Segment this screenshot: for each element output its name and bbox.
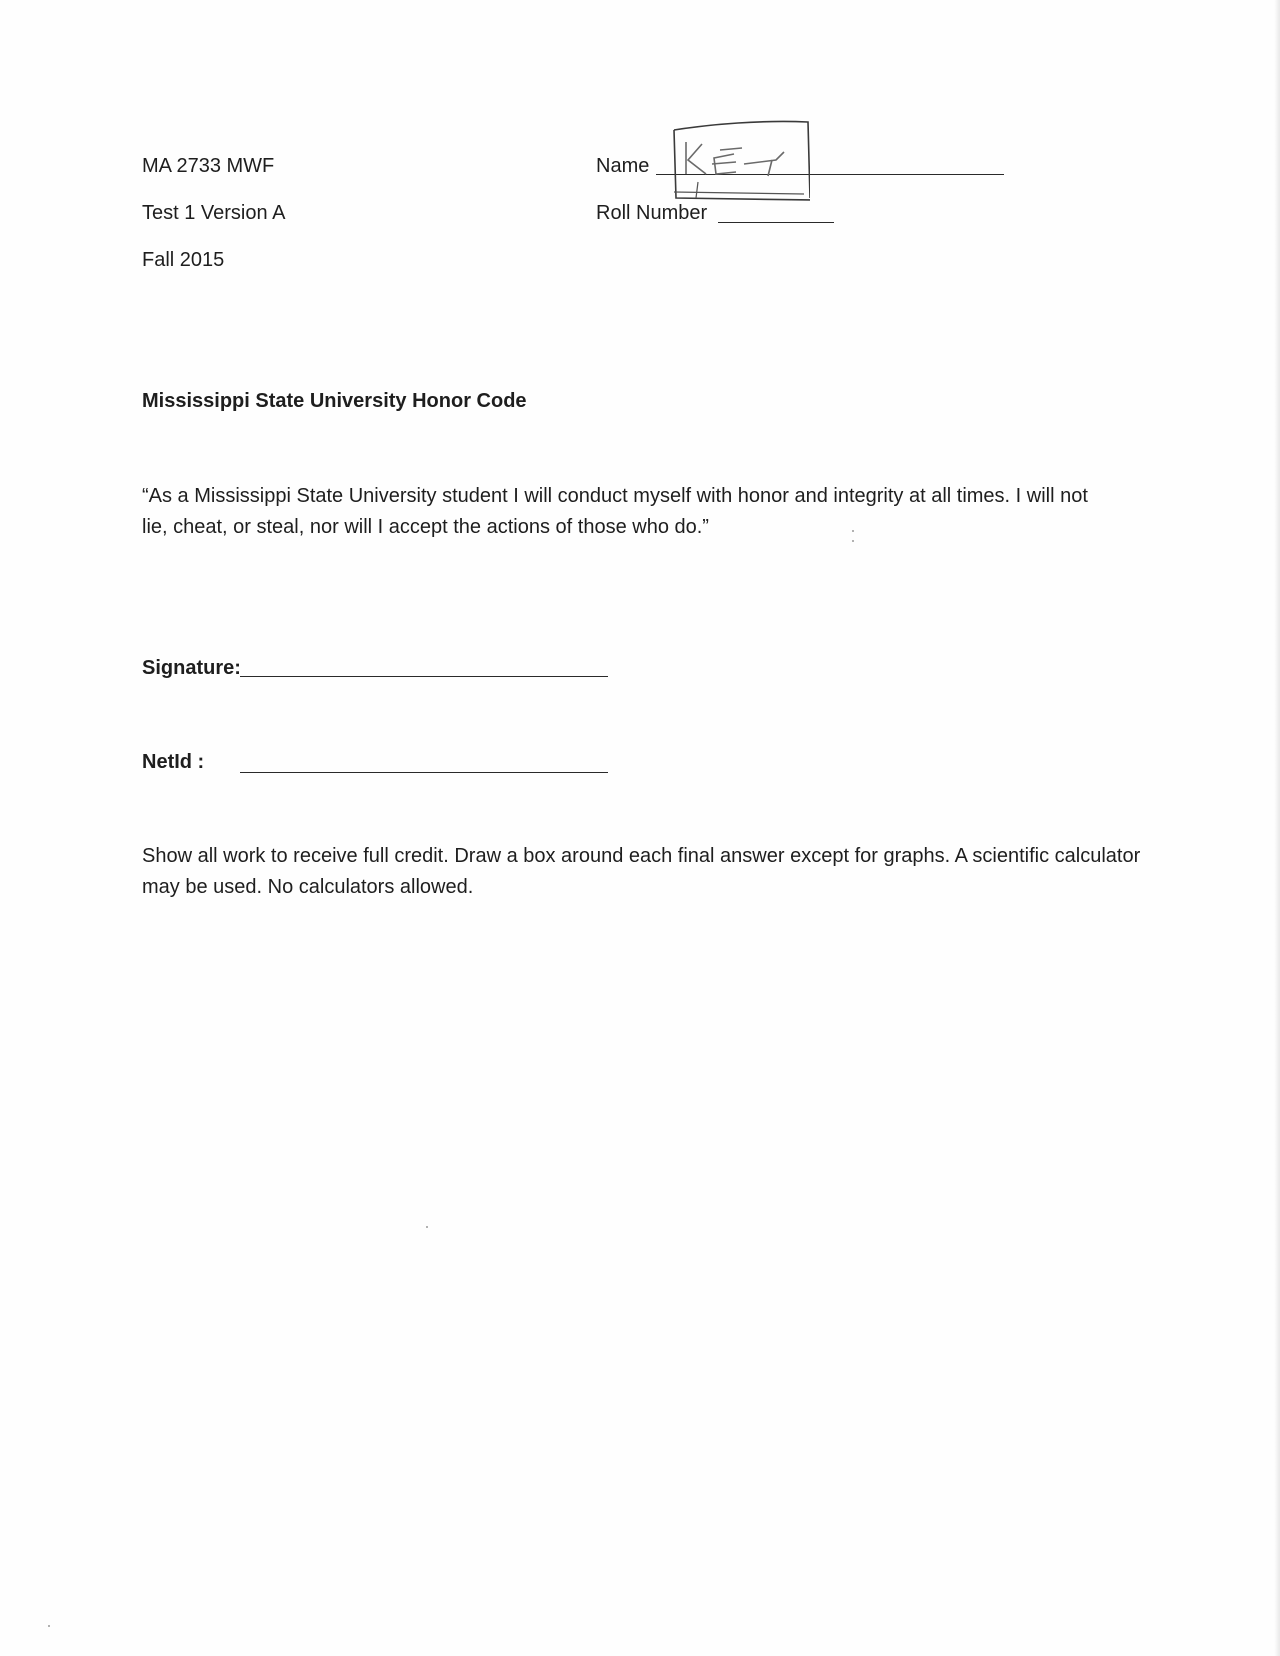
name-label: Name <box>596 155 650 177</box>
honor-code-heading: Mississippi State University Honor Code <box>142 390 527 412</box>
scan-speck <box>426 1226 428 1228</box>
signature-label: Signature: <box>142 657 241 679</box>
handwritten-key-icon <box>672 118 810 202</box>
course-code: MA 2733 MWF <box>142 155 275 177</box>
scan-speck <box>48 1625 50 1627</box>
netid-line[interactable] <box>240 772 608 773</box>
instructions: Show all work to receive full credit. Draw a box around each final answer except for graphs. A scientific calculator may be used. No calculators allowed. <box>142 845 1141 898</box>
key-handwriting-box <box>672 118 810 202</box>
scan-speck <box>852 540 854 542</box>
roll-number-label: Roll Number <box>596 202 708 224</box>
signature-line[interactable] <box>240 676 608 677</box>
roll-number-line[interactable] <box>718 222 834 223</box>
scan-speck <box>852 530 854 532</box>
scan-edge-shadow <box>1274 0 1280 1656</box>
netid-label: NetId : <box>142 751 205 773</box>
term: Fall 2015 <box>142 249 225 271</box>
honor-code-quote: “As a Mississippi State University student I will conduct myself with honor and integrity at all times. I will not lie, cheat, or steal, nor will I accept the actions of those who do.” <box>142 485 1088 538</box>
test-version: Test 1 Version A <box>142 202 286 224</box>
